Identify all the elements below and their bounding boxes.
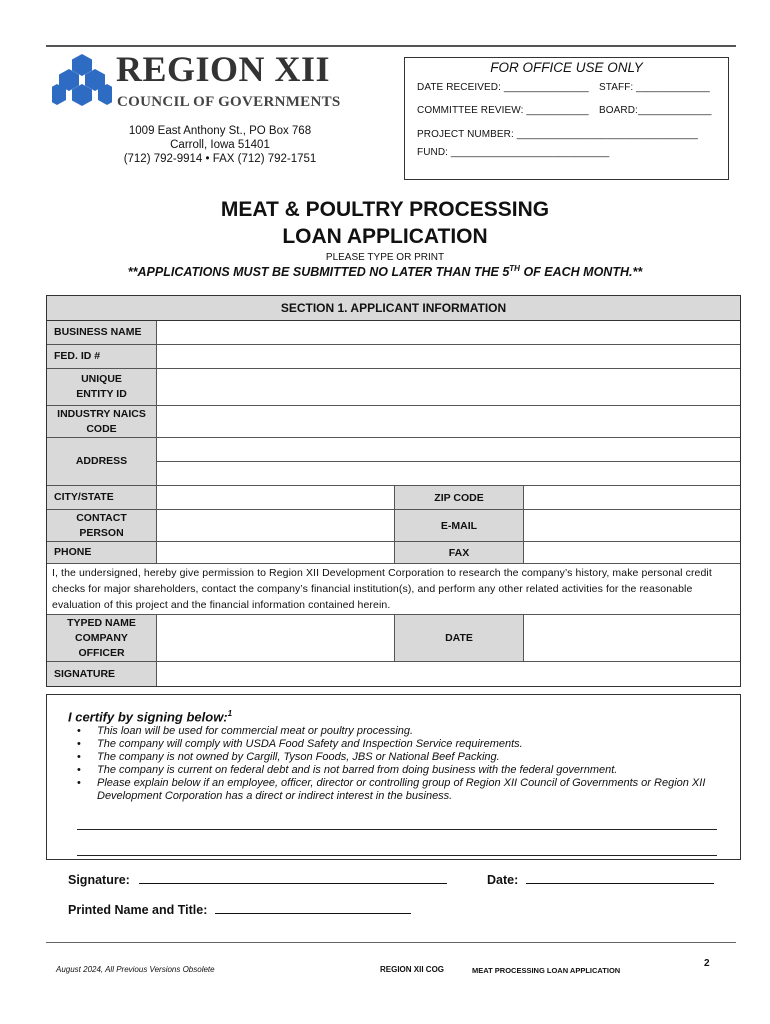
officer-date-row: [47, 615, 740, 662]
naics-input[interactable]: [157, 406, 740, 437]
printed-name-field: [68, 902, 411, 917]
deadline-note: [0, 264, 770, 279]
address-line-2-input[interactable]: [157, 462, 740, 485]
title-line-1: MEAT & POULTRY PROCESSING: [220, 198, 550, 221]
certify-item: • This loan will be used for commercial meat or poultry processing.: [75, 725, 735, 738]
naics-label: INDUSTRY NAICS CODE: [47, 406, 157, 437]
fed-id-label: FED. ID #: [47, 345, 157, 368]
unique-entity-label: UNIQUE ENTITY ID: [47, 369, 157, 405]
zip-code-input[interactable]: [524, 486, 740, 509]
email-input[interactable]: [524, 510, 740, 541]
permission-statement: I, the undersigned, hereby give permission to Region XII Development Corporation to research the company’s history, make personal credit checks for major shareholders, contact the company’s financial institution(s), and perform any other related activities for the reasonable evaluation of this project and the financial information contained herein.: [47, 564, 740, 615]
contact-email-row: [47, 510, 740, 542]
phone-input[interactable]: [157, 542, 394, 563]
email-label: E-MAIL: [394, 510, 524, 541]
footer-rule: [46, 942, 736, 943]
business-name-row: [47, 321, 740, 345]
signature-row: [47, 662, 740, 686]
certification-box: [46, 694, 741, 860]
signature-field: [68, 872, 447, 887]
address-line-1-input[interactable]: [157, 438, 740, 462]
top-rule: [46, 45, 736, 47]
contact-person-input[interactable]: [157, 510, 394, 541]
project-number-field[interactable]: PROJECT NUMBER: ________________________________: [417, 129, 698, 140]
region-logo-icon: [52, 52, 112, 108]
typed-name-input[interactable]: [157, 615, 394, 661]
footer-org: REGION XII COG: [380, 965, 445, 974]
office-use-title: FOR OFFICE USE ONLY: [490, 60, 643, 75]
address-line: 1009 East Anthony St., PO Box 768: [128, 125, 312, 137]
address-label: ADDRESS: [47, 438, 157, 485]
deadline-text-end: OF EACH MONTH.**: [519, 265, 643, 280]
section-heading: SECTION 1. APPLICANT INFORMATION: [47, 296, 740, 321]
fund-field[interactable]: FUND: ____________________________: [417, 147, 610, 158]
date-blank[interactable]: [526, 872, 714, 884]
certify-list: [75, 725, 735, 803]
business-name-input[interactable]: [157, 321, 740, 344]
printed-name-label: Printed Name and Title:: [68, 903, 208, 917]
address-row: [47, 438, 740, 486]
business-name-label: BUSINESS NAME: [47, 321, 157, 344]
printed-name-blank[interactable]: [215, 902, 411, 914]
unique-entity-input[interactable]: [157, 369, 740, 405]
date-input[interactable]: [524, 615, 740, 661]
fed-id-input[interactable]: [157, 345, 740, 368]
certify-item: • The company is not owned by Cargill, Tyson Foods, JBS or National Beef Packing.: [75, 751, 735, 764]
signature-blank[interactable]: [139, 872, 447, 884]
explanation-line-1[interactable]: [77, 829, 717, 830]
typed-name-label: TYPED NAME COMPANY OFFICER: [47, 615, 157, 661]
footer-doc-title: MEAT PROCESSING LOAN APPLICATION: [472, 966, 621, 975]
fax-input[interactable]: [524, 542, 740, 563]
unique-entity-row: [47, 369, 740, 406]
applicant-info-table: [46, 295, 741, 687]
city-state-input[interactable]: [157, 486, 394, 509]
page-number: 2: [704, 958, 710, 969]
contact-person-label: CONTACT PERSON: [47, 510, 157, 541]
phone-label: PHONE: [47, 542, 157, 563]
date-field-label: Date:: [487, 873, 519, 887]
page-title: [0, 196, 770, 250]
certify-item: • The company will comply with USDA Food Safety and Inspection Service requirements.: [75, 738, 735, 751]
zip-code-label: ZIP CODE: [394, 486, 524, 509]
footer-version: August 2024, All Previous Versions Obsolete: [56, 965, 215, 974]
org-name: REGION XII: [116, 49, 331, 89]
date-received-field[interactable]: DATE RECEIVED: _______________: [417, 82, 589, 93]
fax-label: FAX: [394, 542, 524, 563]
staff-field[interactable]: STAFF: _____________: [599, 82, 710, 93]
certify-item: • Please explain below if an employee, officer, director or controlling group of Region XII Council of Governments or Region XII Development Corporation has a direct or indirect interest in the business.: [75, 777, 735, 803]
org-address: [100, 124, 340, 166]
naics-row: [47, 406, 740, 438]
city-zip-row: [47, 486, 740, 510]
office-use-box: [404, 57, 729, 180]
deadline-text: **APPLICATIONS MUST BE SUBMITTED NO LATER THAN THE 5: [127, 265, 510, 280]
signature-input[interactable]: [157, 662, 740, 686]
address-line: (712) 792-9914 • FAX (712) 792-1751: [123, 153, 317, 165]
certify-footnote-ref: 1: [227, 709, 233, 718]
city-state-label: CITY/STATE: [47, 486, 157, 509]
address-inputs: [157, 438, 740, 485]
address-line: Carroll, Iowa 51401: [170, 139, 270, 151]
phone-fax-row: [47, 542, 740, 564]
signature-label: SIGNATURE: [47, 662, 157, 686]
fed-id-row: [47, 345, 740, 369]
type-or-print-note: PLEASE TYPE OR PRINT: [325, 252, 445, 263]
certify-title-text: I certify by signing below:: [68, 709, 228, 725]
committee-review-field[interactable]: COMMITTEE REVIEW: ___________: [417, 105, 589, 116]
certify-title: [68, 709, 232, 724]
date-field: [487, 872, 714, 887]
deadline-sup: TH: [509, 264, 520, 273]
title-line-2: LOAN APPLICATION: [282, 225, 488, 248]
certify-item: • The company is current on federal debt and is not barred from doing business with the federal government.: [75, 764, 735, 777]
board-field[interactable]: BOARD:_____________: [599, 105, 712, 116]
signature-field-label: Signature:: [68, 873, 130, 887]
date-label: DATE: [394, 615, 524, 661]
explanation-line-2[interactable]: [77, 855, 717, 856]
org-subtitle: COUNCIL OF GOVERNMENTS: [117, 94, 341, 110]
